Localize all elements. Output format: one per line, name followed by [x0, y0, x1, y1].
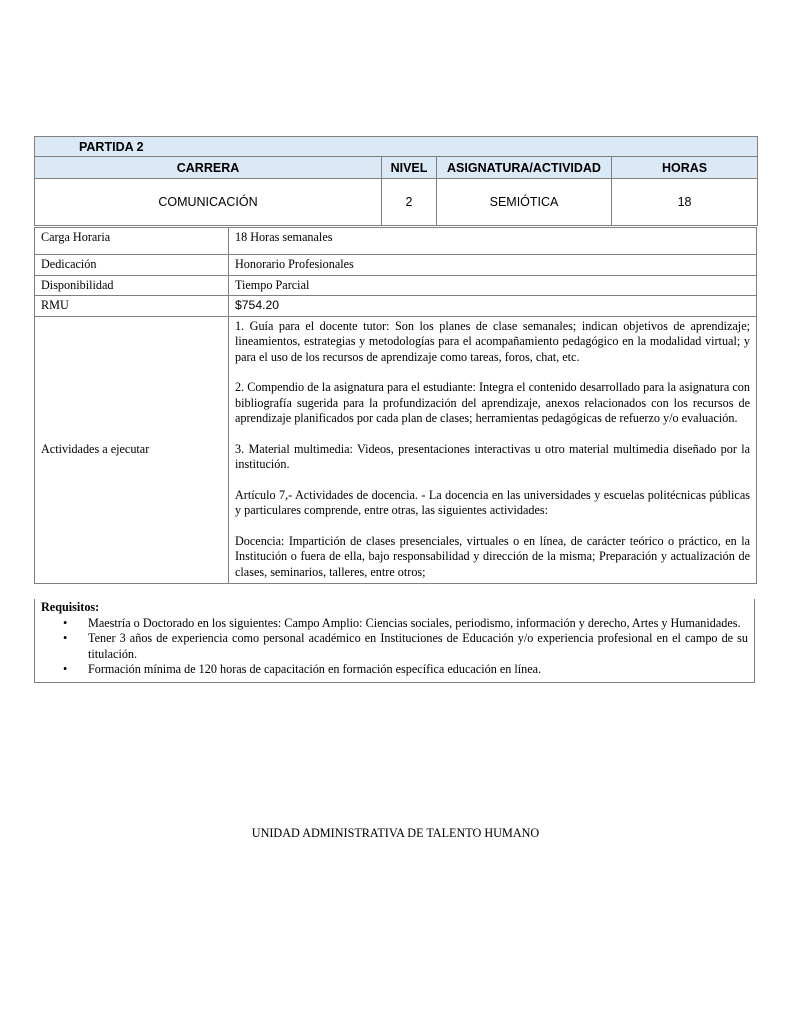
actividad-paragraph: 2. Compendio de la asignatura para el estudiante: Integra el contenido desarrollado para la asignatura con bibliografía sugerida para la profundización del aprendizaje, anexos relacionados con los recursos de aprendizaje planificados por cada plan de clases; herramientas pedagógicas de refuerzo y/o evaluación. [235, 380, 750, 425]
actividad-paragraph: Artículo 7,- Actividades de docencia. - La docencia en las universidades y escuelas politécnicas públicas y particulares comprende, entre otras, las siguientes actividades: [235, 487, 750, 517]
carga-value: 18 Horas semanales [229, 228, 757, 255]
partida-title: PARTIDA 2 [35, 137, 758, 157]
header-carrera: CARRERA [35, 157, 382, 179]
requisitos-title: Requisitos: [41, 600, 100, 614]
requisito-text: Formación mínima de 120 horas de capacitación en formación específica educación en línea. [88, 662, 542, 676]
requisito-text: Maestría o Doctorado en los siguientes: Campo Amplio: Ciencias sociales, periodismo, información y derecho, Artes y Humanidades. [88, 615, 741, 630]
disponibilidad-label: Disponibilidad [35, 275, 229, 296]
header-horas: HORAS [612, 157, 758, 179]
value-nivel: 2 [382, 179, 437, 226]
actividades-label: Actividades a ejecutar [35, 316, 229, 584]
requisito-text: Tener 3 años de experiencia como personal académico en Instituciones de Educación y/o experiencia profesional en el campo de su titulación. [88, 631, 748, 661]
list-item [41, 662, 748, 678]
details-table [34, 227, 757, 584]
requisitos-list [41, 616, 748, 678]
header-asignatura: ASIGNATURA/ACTIVIDAD [437, 157, 612, 179]
actividad-paragraph: 3. Material multimedia: Videos, presentaciones interactivas u otro material multimedia diseñado por la institución. [235, 441, 750, 471]
bullet-icon: • [63, 615, 68, 630]
rmu-value: $754.20 [229, 296, 757, 317]
disponibilidad-value: Tiempo Parcial [229, 275, 757, 296]
dedicacion-value: Honorario Profesionales [229, 255, 757, 276]
actividades-cell [229, 316, 757, 584]
actividad-paragraph: 1. Guía para el docente tutor: Son los planes de clase semanales; indican objetivos de aprendizaje; lineamientos, estrategias y metodologías para el acompañamiento pedagógico en la modalidad virtual; y para el uso de los recursos de aprendizaje como tareas, foros, chat, etc. [235, 318, 750, 364]
partida-table [34, 136, 758, 226]
rmu-label: RMU [35, 296, 229, 317]
bullet-icon: • [63, 631, 68, 645]
list-item [41, 616, 748, 632]
requisitos-section [34, 599, 755, 683]
footer-text: UNIDAD ADMINISTRATIVA DE TALENTO HUMANO [251, 826, 540, 840]
value-asignatura: SEMIÓTICA [437, 179, 612, 226]
value-horas: 18 [612, 179, 758, 226]
carga-label: Carga Horaria [35, 228, 229, 255]
dedicacion-label: Dedicación [35, 255, 229, 276]
value-carrera: COMUNICACIÓN [35, 179, 382, 226]
bullet-icon: • [63, 662, 68, 676]
actividad-paragraph: Docencia: Impartición de clases presenciales, virtuales o en línea, de carácter teórico o práctico, en la Institución o fuera de ella, bajo responsabilidad y dirección de la misma; Preparación y actualización de clases, seminarios, talleres, entre otros; [235, 533, 750, 579]
list-item [41, 631, 748, 662]
header-nivel: NIVEL [382, 157, 437, 179]
